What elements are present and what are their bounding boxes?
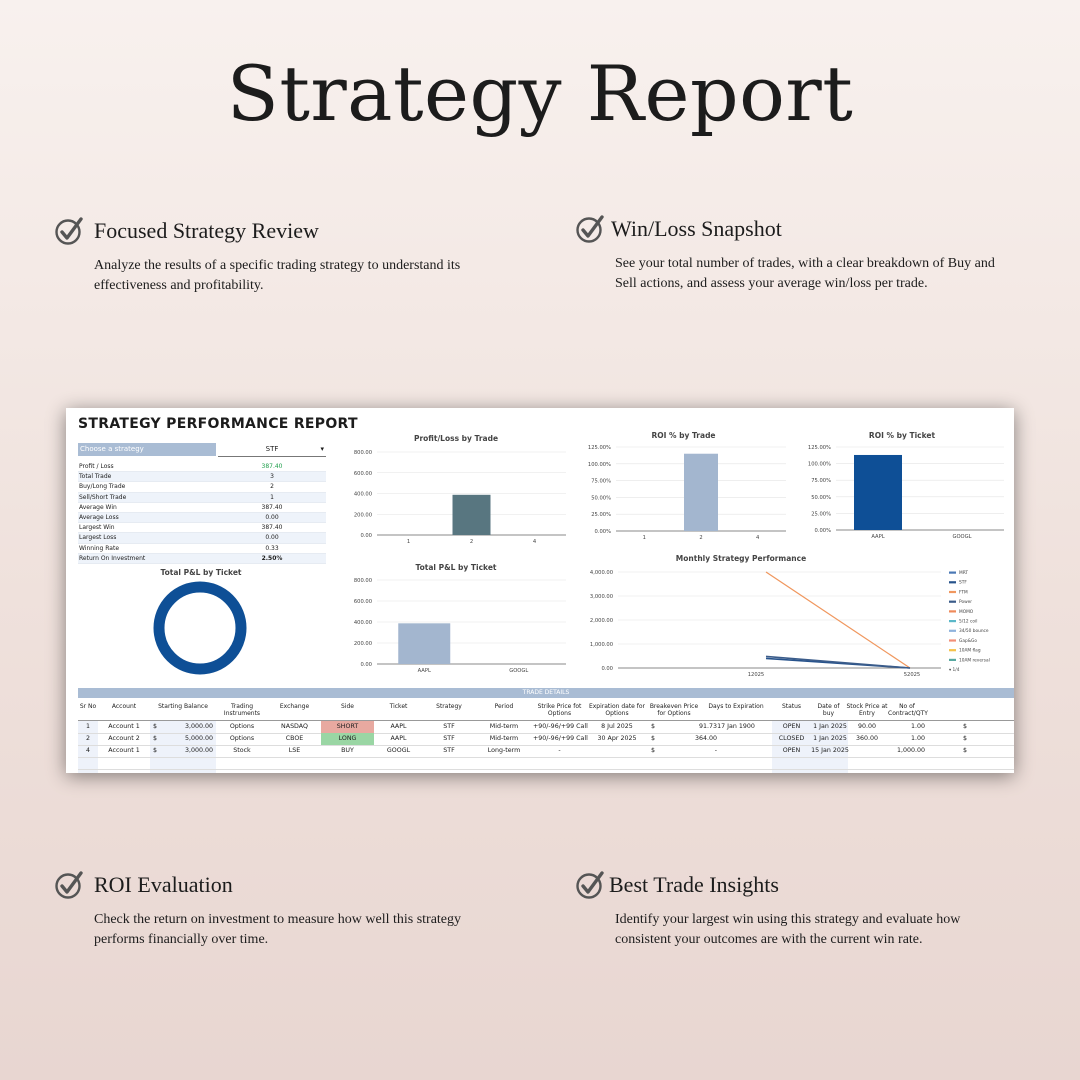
table-cell: AAPL xyxy=(390,723,407,730)
stat-row xyxy=(78,544,326,554)
x-tick-label: AAPL xyxy=(871,534,885,540)
stat-row xyxy=(78,493,326,503)
y-tick-label: 800.00 xyxy=(353,450,372,456)
stat-value: 387.40 xyxy=(261,503,283,511)
y-tick-label: 125.00% xyxy=(807,445,831,451)
table-cell: OPEN xyxy=(782,747,801,754)
table-header-cell: Breakeven Price for Options xyxy=(649,703,699,717)
y-tick-label: 0.00 xyxy=(601,666,613,672)
legend-label: Gap&Go xyxy=(959,638,977,644)
table-cell: $ xyxy=(153,747,158,754)
stats-table xyxy=(78,462,326,564)
table-header-cell: Ticket xyxy=(389,703,408,710)
feature-title: Win/Loss Snapshot xyxy=(611,216,782,241)
legend-swatch xyxy=(949,572,956,574)
chart-title: ROI % by Ticket xyxy=(868,431,936,440)
table-cell: BUY xyxy=(341,747,354,754)
table-header-cell: Exchange xyxy=(279,703,310,710)
table-header-cell: Sr No xyxy=(79,703,97,710)
legend-label: 10AM flag xyxy=(959,648,981,654)
series-line xyxy=(766,656,910,668)
x-tick-label: AAPL xyxy=(417,668,431,674)
y-tick-label: 400.00 xyxy=(353,620,372,626)
table-cell: LSE xyxy=(288,747,301,754)
legend-label: STF xyxy=(959,580,967,586)
table-header-cell: Side xyxy=(341,703,354,710)
bar xyxy=(684,454,718,531)
chart-svg xyxy=(126,578,276,683)
table-cell: - xyxy=(558,747,561,754)
table-header-cell: Period xyxy=(494,703,514,710)
strategy-select[interactable] xyxy=(218,443,326,457)
table-header-cell: Days to Expiration xyxy=(708,703,764,710)
y-tick-label: 75.00% xyxy=(591,478,611,485)
table-cell: 1 Jan 2025 xyxy=(813,723,847,730)
stat-label: Average Loss xyxy=(79,513,119,521)
chart-svg xyxy=(576,562,1011,682)
chart-title: Total P&L by Ticket xyxy=(160,568,242,577)
legend-label: 10AM reversal xyxy=(959,658,990,664)
chart-profit-loss-by-trade xyxy=(341,434,571,554)
bar xyxy=(398,623,450,664)
table-header-cell: Status xyxy=(781,703,802,710)
table-cell: +90/-96/+99 Call xyxy=(533,735,588,742)
stat-value: 0.00 xyxy=(265,534,279,542)
stat-row xyxy=(78,523,326,533)
x-tick-label: 2 xyxy=(699,535,703,541)
stat-value: 2.50% xyxy=(261,554,283,562)
legend-label: MRT xyxy=(959,571,969,576)
y-tick-label: 100.00% xyxy=(587,461,611,468)
table-cell: GOOGL xyxy=(386,747,411,754)
y-tick-label: 600.00 xyxy=(353,599,372,605)
table-cell: 1.00 xyxy=(910,735,925,742)
y-tick-label: 25.00% xyxy=(811,511,831,518)
table-header-cell: Account xyxy=(111,703,137,710)
y-tick-label: 4,000.00 xyxy=(589,570,613,576)
table-cell: CLOSED xyxy=(778,735,805,742)
table-cell: 15 Jan 2025 xyxy=(811,747,849,754)
table-row-empty[interactable] xyxy=(78,757,1014,770)
checkmark-icon xyxy=(575,870,605,900)
chart-title: ROI % by Trade xyxy=(651,431,716,440)
table-cell: 2 xyxy=(85,735,90,742)
feature-title: Focused Strategy Review xyxy=(94,218,319,243)
stat-label: Total Trade xyxy=(79,473,112,481)
table-cell: $ xyxy=(153,723,158,730)
stat-label: Return On Investment xyxy=(79,554,146,562)
stat-value: 387.40 xyxy=(261,463,283,470)
legend-label: 34/50 bounce xyxy=(959,629,989,635)
legend-label: FTM xyxy=(959,590,968,596)
table-cell: 1 xyxy=(85,723,90,730)
table-cell: $ xyxy=(962,723,967,730)
legend-swatch xyxy=(949,639,956,641)
y-tick-label: 2,000.00 xyxy=(589,618,613,624)
table-cell: STF xyxy=(443,735,455,742)
table-cell: 364.00 xyxy=(694,735,717,742)
stat-row xyxy=(78,554,326,564)
checkmark-icon xyxy=(54,216,84,246)
table-caption: TRADE DETAILS xyxy=(78,688,1014,698)
table-cell: 1 Jan 2025 xyxy=(813,735,847,742)
table-cell: 91.73 xyxy=(698,723,717,730)
table-cell: $ xyxy=(153,735,158,742)
table-cell: 3,000.00 xyxy=(184,723,213,730)
stat-value: 3 xyxy=(270,473,274,481)
feature-title: Best Trade Insights xyxy=(609,872,779,897)
y-tick-label: 3,000.00 xyxy=(589,594,613,600)
table-cell: $ xyxy=(651,723,656,730)
table-cell: Mid-term xyxy=(489,723,519,730)
table-cell: Options xyxy=(229,723,255,730)
table-header-cell: Stock Price at Entry xyxy=(846,703,888,717)
legend-swatch xyxy=(949,620,956,622)
feature-text: See your total number of trades, with a clear breakdown of Buy and Sell actions, and assess your average win/loss per trade. xyxy=(615,256,995,291)
x-tick-label: 12025 xyxy=(747,672,765,678)
chart-title: Profit/Loss by Trade xyxy=(413,434,499,443)
table-cell: 90.00 xyxy=(857,723,877,730)
chart-svg xyxy=(796,441,1008,553)
stat-row xyxy=(78,533,326,543)
legend-swatch xyxy=(949,630,956,632)
report-title: STRATEGY PERFORMANCE REPORT xyxy=(78,416,358,432)
y-tick-label: 0.00 xyxy=(360,533,372,539)
y-tick-label: 50.00% xyxy=(591,495,611,502)
legend-swatch xyxy=(949,591,956,593)
chart-title: Total P&L by Ticket xyxy=(415,563,497,572)
table-cell: +90/-96/+99 Call xyxy=(533,723,588,730)
stat-label: Average Win xyxy=(79,503,117,511)
stat-label: Sell/Short Trade xyxy=(79,493,127,501)
table-cell: Mid-term xyxy=(489,735,519,742)
stat-row xyxy=(78,462,326,472)
table-cell: 8 Jul 2025 xyxy=(601,723,633,730)
stat-value: 0.33 xyxy=(265,544,279,552)
x-tick-label: 52025 xyxy=(903,672,921,678)
table-cell: Account 1 xyxy=(108,747,140,754)
y-tick-label: 100.00% xyxy=(807,461,831,468)
stat-row xyxy=(78,472,326,482)
table-cell: Long-term xyxy=(487,747,521,754)
y-tick-label: 600.00 xyxy=(353,470,372,477)
y-tick-label: 0.00 xyxy=(360,662,372,668)
stat-row xyxy=(78,482,326,492)
stat-value: 387.40 xyxy=(261,524,283,532)
table-cell: - xyxy=(714,747,717,754)
table-cell: 3,000.00 xyxy=(184,747,213,754)
x-tick-label: GOOGL xyxy=(952,534,972,540)
table-cell: AAPL xyxy=(390,735,407,742)
table-cell: $ xyxy=(651,747,656,754)
legend-label: 5/12 coil xyxy=(959,619,978,625)
table-cell: LONG xyxy=(321,733,374,745)
table-cell: $ xyxy=(962,735,967,742)
table-header-cell: Starting Balance xyxy=(158,703,208,710)
dropdown-arrow-icon[interactable]: ▾ xyxy=(320,445,324,453)
table-cell: Account 1 xyxy=(108,723,140,730)
legend-swatch xyxy=(949,659,956,661)
chart-monthly-strategy-performance xyxy=(576,554,1011,682)
y-tick-label: 25.00% xyxy=(591,512,611,519)
table-cell: 1.00 xyxy=(910,723,925,730)
chart-svg xyxy=(341,573,571,685)
bar xyxy=(854,455,902,530)
stat-value: 1 xyxy=(270,493,274,501)
table-header-cell: Trading Instruments xyxy=(223,703,261,717)
stat-row xyxy=(78,513,326,523)
table-header xyxy=(78,698,1014,721)
chart-roi-by-ticket xyxy=(796,431,1008,551)
y-tick-label: 75.00% xyxy=(811,478,831,485)
table-cell: Options xyxy=(229,735,255,742)
stat-label: Largest Loss xyxy=(79,534,117,542)
legend-swatch xyxy=(949,610,956,612)
stat-value: 0.00 xyxy=(265,513,279,521)
report-screenshot xyxy=(66,408,1014,773)
table-header-cell: Date of buy xyxy=(817,703,840,717)
bar xyxy=(453,495,491,535)
chart-svg xyxy=(341,444,571,556)
chart-roi-by-trade xyxy=(576,431,791,551)
y-tick-label: 50.00% xyxy=(811,494,831,501)
table-cell: 1,000.00 xyxy=(896,747,925,754)
stat-label: Largest Win xyxy=(79,524,115,532)
legend-pager: ▾ 1/4 xyxy=(949,668,960,673)
table-cell: CBOE xyxy=(285,735,304,742)
chart-title: Monthly Strategy Performance xyxy=(675,554,807,563)
legend-label: MOMO xyxy=(959,609,974,615)
table-cell: Account 2 xyxy=(108,735,140,742)
table-cell: STF xyxy=(443,747,455,754)
checkmark-icon xyxy=(54,870,84,900)
legend-swatch xyxy=(949,601,956,603)
table-header-cell: Expiration date for Options xyxy=(588,703,646,717)
stat-label: Profit / Loss xyxy=(79,463,114,470)
table-cell: 30 Apr 2025 xyxy=(597,735,637,742)
legend-label: Power xyxy=(959,600,972,606)
x-tick-label: GOOGL xyxy=(509,668,529,674)
checkmark-icon xyxy=(575,214,605,244)
page-title: Strategy Report xyxy=(226,49,854,138)
trade-details-table xyxy=(78,688,1014,773)
table-cell: Stock xyxy=(233,747,251,754)
table-cell: OPEN xyxy=(782,723,801,730)
y-tick-label: 0.00% xyxy=(594,529,611,535)
x-tick-label: 1 xyxy=(406,539,411,545)
y-tick-label: 800.00 xyxy=(353,578,372,584)
x-tick-label: 4 xyxy=(532,539,537,545)
table-header-cell: Strike Price fot Options xyxy=(537,703,582,717)
table-cell: $ xyxy=(651,735,656,742)
x-tick-label: 2 xyxy=(469,539,474,545)
stat-label: Buy/Long Trade xyxy=(79,483,126,491)
stat-label: Winning Rate xyxy=(79,544,120,552)
table-cell: 360.00 xyxy=(855,735,879,742)
table-cell: SHORT xyxy=(321,721,374,733)
donut-slice xyxy=(159,587,241,669)
stat-row xyxy=(78,503,326,513)
stat-value: 2 xyxy=(270,483,274,491)
table-header-cell: Strategy xyxy=(436,703,462,710)
x-tick-label: 4 xyxy=(756,535,760,541)
table-header-cell: No of Contract/QTY xyxy=(888,703,928,717)
y-tick-label: 0.00% xyxy=(814,528,831,534)
chart-svg xyxy=(576,441,791,553)
table-cell: STF xyxy=(443,723,455,730)
chart-total-pnl-by-ticket xyxy=(341,563,571,683)
feature-text: Identify your largest win using this strategy and evaluate how consistent your outcomes are with the current win rate. xyxy=(615,912,961,947)
table-cell: 5,000.00 xyxy=(184,735,213,742)
chart-total-pnl-donut xyxy=(126,568,276,683)
y-tick-label: 400.00 xyxy=(353,491,372,498)
table-cell: $ xyxy=(962,747,967,754)
feature-title: ROI Evaluation xyxy=(94,872,233,897)
legend-swatch xyxy=(949,649,956,651)
feature-text: Analyze the results of a specific trading strategy to understand its effectiveness and profitability. xyxy=(94,258,461,293)
y-tick-label: 1,000.00 xyxy=(589,642,613,648)
table-cell: 17 Jan 1900 xyxy=(717,723,755,730)
table-cell: 4 xyxy=(85,747,90,754)
x-tick-label: 1 xyxy=(642,535,646,541)
y-tick-label: 125.00% xyxy=(587,445,611,451)
y-tick-label: 200.00 xyxy=(353,512,372,519)
strategy-chooser xyxy=(78,443,326,456)
legend-swatch xyxy=(949,581,956,583)
strategy-select-value: STF xyxy=(265,445,279,453)
y-tick-label: 200.00 xyxy=(353,641,372,647)
table-cell: NASDAQ xyxy=(281,723,308,730)
chooser-label: Choose a strategy xyxy=(78,443,216,456)
feature-text: Check the return on investment to measure how well this strategy performs financially over time. xyxy=(94,912,462,947)
